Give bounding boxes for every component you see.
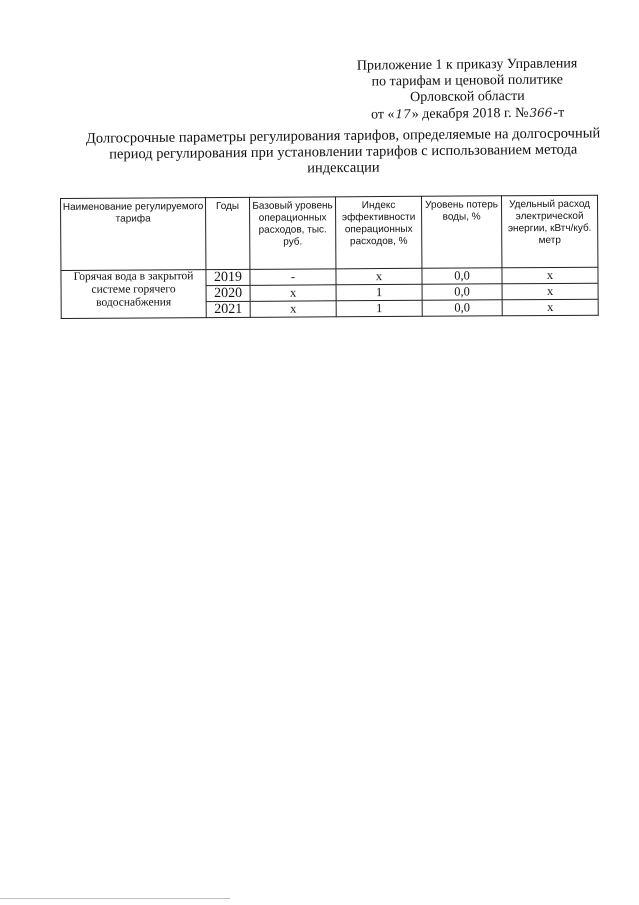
base-level-cell: -: [250, 269, 336, 286]
header-efficiency-index: Индекс эффективности операционных расходов, %: [335, 196, 421, 269]
date-suffix: -т: [553, 105, 565, 121]
water-loss-cell: 0,0: [422, 300, 502, 316]
header-energy-consumption: Удельный расход электрической энергии, кВтч/куб. метр: [501, 195, 597, 268]
efficiency-index-cell: 1: [336, 300, 422, 317]
energy-cell: х: [502, 267, 598, 284]
title-line-3: индексации: [307, 159, 380, 177]
date-prefix: от «: [370, 107, 395, 123]
annex-line-1: Приложение 1 к приказу Управления: [356, 56, 578, 74]
annex-line-3: Орловской области: [410, 88, 525, 106]
year-cell: 2019: [206, 269, 250, 285]
efficiency-index-cell: х: [336, 268, 422, 285]
header-years: Годы: [206, 197, 250, 269]
parameters-table-wrapper: [60, 195, 598, 319]
tariff-name-cell: Горячая вода в закрытой системе горячего водоснабжения: [61, 270, 206, 319]
year-cell: 2021: [206, 301, 250, 317]
annex-header: [327, 56, 608, 124]
header-water-loss: Уровень потерь воды, %: [421, 196, 501, 268]
date-middle: » декабря 2018 г. №: [411, 105, 529, 123]
document-title: [78, 125, 608, 179]
energy-cell: х: [502, 299, 598, 316]
annex-line-2: по тарифам и ценовой политике: [371, 72, 564, 90]
header-base-level: Базовый уровень операционных расходов, тыс. руб.: [249, 197, 335, 270]
year-cell: 2020: [206, 285, 250, 301]
handwritten-order-number: 366: [529, 105, 553, 120]
energy-cell: х: [502, 283, 598, 300]
handwritten-day: 17: [395, 107, 411, 122]
title-line-1: Долгосрочные параметры регулирования тарифов, определяемые на долгосрочный: [85, 125, 601, 147]
efficiency-index-cell: 1: [336, 284, 422, 301]
title-line-2: период регулирования при установлении тарифов с использованием метода: [109, 141, 578, 163]
water-loss-cell: 0,0: [422, 284, 502, 300]
order-date-line: [328, 104, 608, 124]
header-tariff-name: Наименование регулируемого тарифа: [61, 198, 206, 271]
parameters-table: [60, 195, 599, 319]
table-header-row: [61, 195, 598, 270]
base-level-cell: х: [250, 285, 336, 302]
scan-edge-line: [0, 898, 230, 899]
base-level-cell: х: [250, 301, 336, 318]
water-loss-cell: 0,0: [422, 268, 502, 284]
